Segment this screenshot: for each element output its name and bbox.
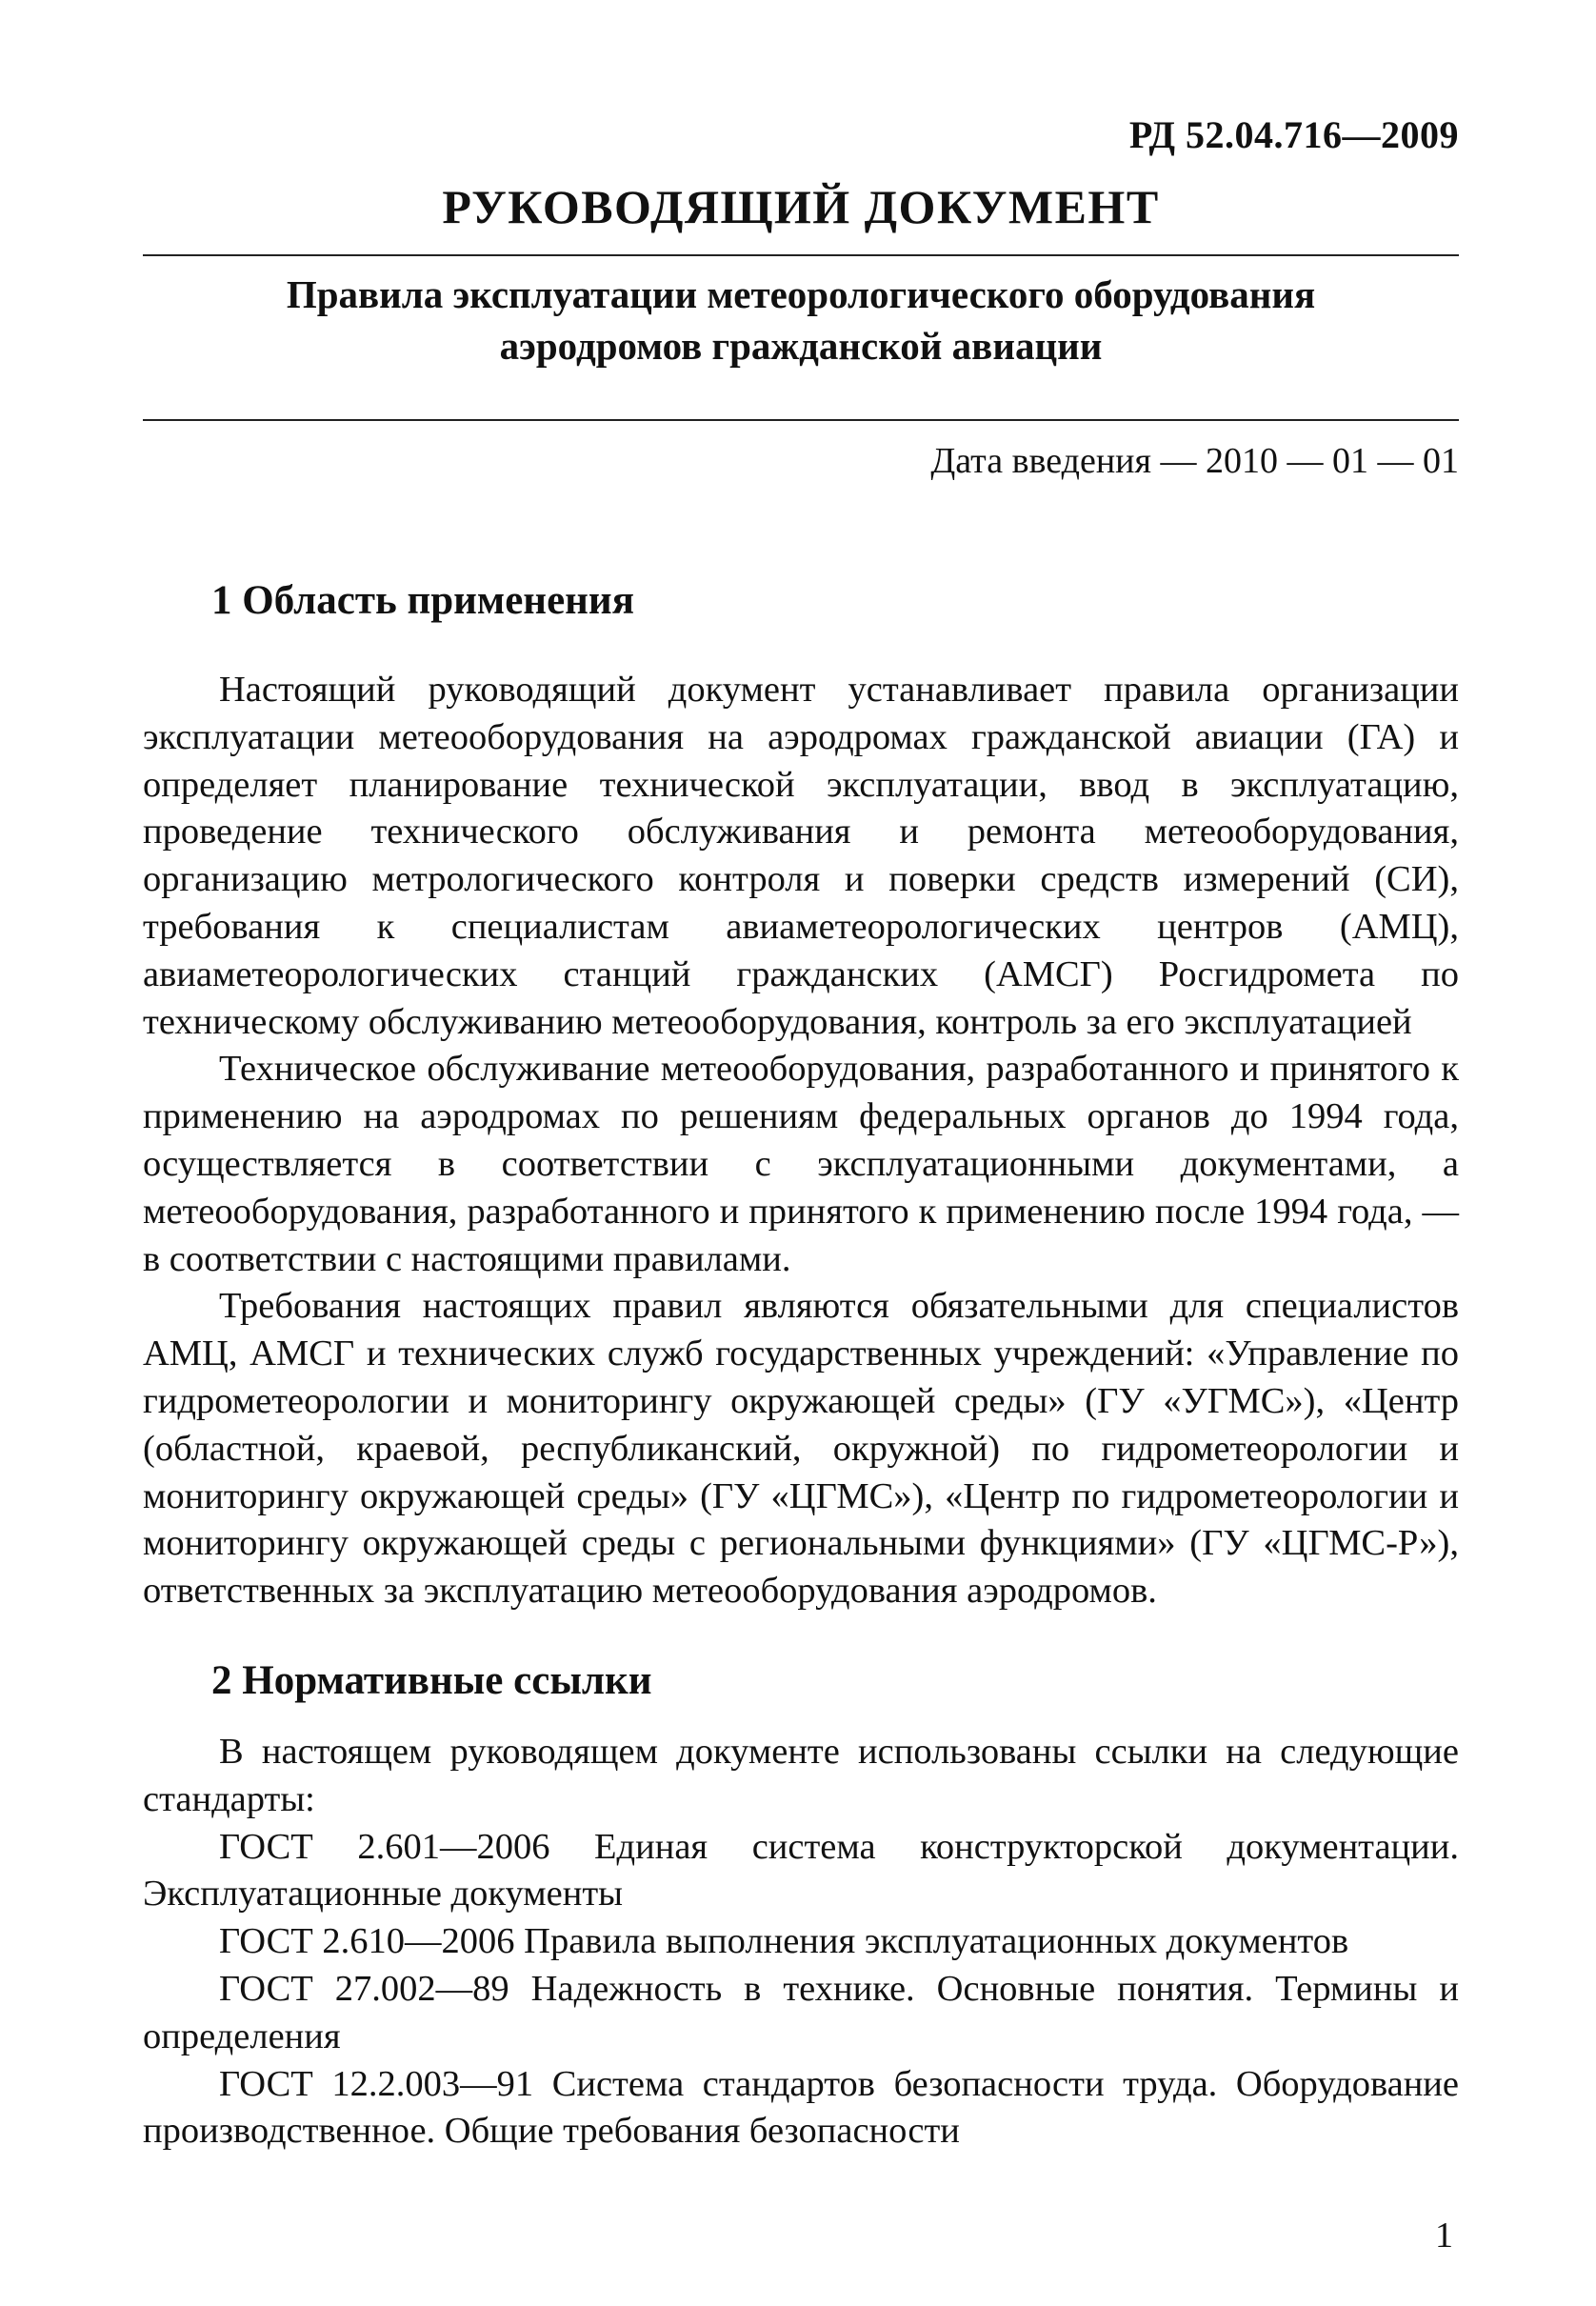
page-number: 1	[1435, 2216, 1453, 2256]
document-title-line-2: аэродромов гражданской авиации	[499, 324, 1103, 368]
title-bottom-rule	[143, 419, 1459, 421]
reference-item: ГОСТ 2.610—2006 Правила выполнения эксплуатационных документов	[219, 1921, 1349, 1962]
section-heading-normative-references: 2 Нормативные ссылки	[211, 1658, 652, 1703]
paragraph: Техническое обслуживание метеооборудования, разработанного и принятого к применению на аэродромах по решениям федеральных органов до 1994 года, осуществляется в соответствии с эксплуатационными документами, а метеооборудования, разработанного и принятого к применению после 1994 года, — в соответствии с настоящими правилами.	[143, 1049, 1459, 1279]
section-body-scope	[143, 667, 1459, 1615]
section-heading-scope: 1 Область применения	[211, 578, 634, 623]
document-type-heading: РУКОВОДЯЩИЙ ДОКУМЕНТ	[442, 180, 1160, 233]
reference-item: ГОСТ 2.601—2006 Единая система конструкторской документации. Эксплуатационные документы	[143, 1826, 1459, 1915]
document-title-line-1: Правила эксплуатации метеорологического оборудования	[286, 272, 1316, 316]
paragraph: Настоящий руководящий документ устанавливает правила организации эксплуатации метеооборудования на аэродромах гражданской авиации (ГА) и определяет планирование технической эксплуатации, ввод в эксплуатацию, проведение технического обслуживания и ремонта метеооборудования, организацию метрологического контроля и поверки средств измерений (СИ), требования к специалистам авиаметеорологических центров (АМЦ), авиаметеорологических станций гражданских (АМСГ) Росгидромета по техническому обслуживанию метеооборудования, контроль за его эксплуатацией	[143, 670, 1459, 1042]
introduction-date: Дата введения — 2010 — 01 — 01	[930, 441, 1459, 481]
section-body-normative-references	[143, 1729, 1459, 2156]
title-top-rule	[143, 254, 1459, 256]
document-code: РД 52.04.716—2009	[1128, 113, 1459, 156]
reference-item: ГОСТ 12.2.003—91 Система стандартов безопасности труда. Оборудование производственное. Общие требования безопасности	[143, 2063, 1459, 2152]
paragraph: Требования настоящих правил являются обязательными для специалистов АМЦ, АМСГ и технических служб государственных учреждений: «Управление по гидрометеорологии и мониторингу окружающей среды» (ГУ «УГМС»), «Центр (областной, краевой, республиканский, окружной) по гидрометеорологии и мониторингу окружающей среды» (ГУ «ЦГМС»), «Центр по гидрометеорологии и мониторингу окружающей среды с региональными функциями» (ГУ «ЦГМС-Р»), ответственных за эксплуатацию метеооборудования аэродромов.	[143, 1286, 1459, 1612]
paragraph: В настоящем руководящем документе использованы ссылки на следующие стандарты:	[143, 1732, 1459, 1819]
reference-item: ГОСТ 27.002—89 Надежность в технике. Основные понятия. Термины и определения	[143, 1968, 1459, 2056]
document-title	[143, 269, 1459, 371]
